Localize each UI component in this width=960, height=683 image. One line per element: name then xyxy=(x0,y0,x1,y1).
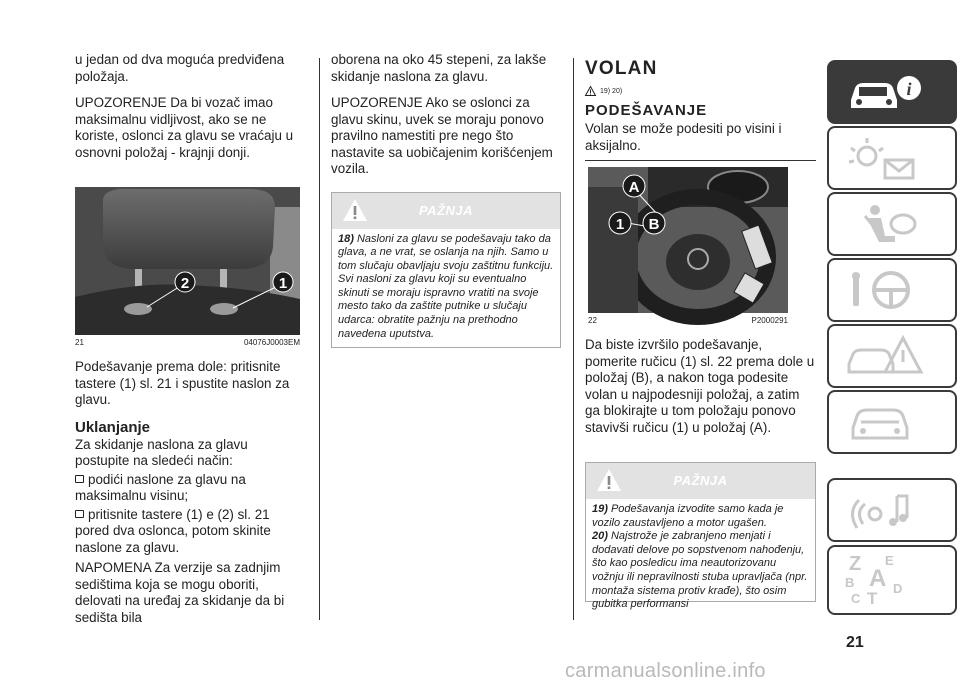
paragraph: Podešavanje prema dole: pritisnite tastere (1) sl. 21 i spustite naslon za glavu. xyxy=(75,359,290,407)
divider xyxy=(585,160,816,161)
reference-row xyxy=(585,86,816,96)
paragraph: oborena na oko 45 stepeni, za lakše skidanje naslona za glavu. xyxy=(331,52,547,84)
bullet-icon xyxy=(75,475,84,483)
figure-label-b: B xyxy=(648,216,660,233)
paragraph: u jedan od dva moguća predviđena položaja. xyxy=(75,52,285,84)
sidebar-tab-multimedia[interactable] xyxy=(827,478,957,542)
warning-triangle-icon xyxy=(585,86,596,96)
list-item: podići naslone za glavu na maksimalnu visinu; xyxy=(75,471,246,503)
figure-code: P2000291 xyxy=(751,316,788,325)
warning-title: PAŽNJA xyxy=(673,473,728,488)
figure-label-1: 1 xyxy=(278,275,288,292)
warning-references: 19) 20) xyxy=(600,87,623,95)
warning-text: Najstrože je zabranjeno menjati i dodavati delove po sopstvenom nahođenju, što kao posledicu ima neautorizovanu vožnju ili nepravilnosti stuba upravljača (npr. montaža sistema protiv krađe), što osim gubitka performansi xyxy=(592,530,808,611)
page-number: 21 xyxy=(846,634,864,651)
sidebar-tab-index[interactable] xyxy=(827,545,957,615)
section-title: VOLAN xyxy=(585,58,658,79)
sidebar-tab-lights-messages[interactable] xyxy=(827,126,957,190)
figure-code: 04076J0003EM xyxy=(243,338,300,347)
paragraph: Volan se može podesiti po visini i aksijalno. xyxy=(585,121,782,153)
column-1 xyxy=(75,52,300,636)
section-heading: Uklanjanje xyxy=(75,418,151,436)
sidebar-tab-starting-driving[interactable] xyxy=(827,258,957,322)
index-letters-icon: Z E B A C T D xyxy=(845,553,903,608)
multimedia-icon xyxy=(845,488,925,532)
sidebar-tab-emergency[interactable] xyxy=(827,324,957,388)
column-divider xyxy=(319,58,320,620)
column-2 xyxy=(331,52,561,348)
car-info-icon xyxy=(845,70,925,114)
steering-wheel-illustration xyxy=(588,167,788,313)
subsection-title: PODEŠAVANJE xyxy=(585,102,708,119)
column-divider xyxy=(573,58,574,620)
watermark: carmanualsonline.info xyxy=(565,660,766,682)
figure-label-1: 1 xyxy=(615,216,625,233)
figure-caption xyxy=(75,338,300,347)
steering-wheel-icon xyxy=(845,268,925,312)
figure-label-2: 2 xyxy=(180,275,190,292)
paragraph: Za skidanje naslona za glavu postupite na sledeći način: xyxy=(75,436,248,468)
warning-box xyxy=(585,462,816,611)
figure-label-a: A xyxy=(628,179,640,196)
car-maintenance-icon xyxy=(845,400,925,444)
sidebar-tab-maintenance[interactable] xyxy=(827,390,957,454)
headrest-illustration xyxy=(75,187,300,335)
warning-note: UPOZORENJE Da bi vozač imao maksimalnu vidljivost, ako se ne koriste, oslonci za glavu se vraćaju u osnovni položaj - krajnji donji. xyxy=(75,95,294,160)
warning-body xyxy=(586,499,815,611)
seat-airbag-icon xyxy=(845,202,925,246)
sidebar-tab-vehicle-info[interactable] xyxy=(827,60,957,124)
paragraph: Da biste izvršilo podešavanje, pomerite ručicu (1) sl. 22 prema dole u položaj (B), a nakon toga podesite volan u najpodesniji položaj, a zatim ga blokirajte u tom položaju ponovo stavivši ručicu (1) u položaj (A). xyxy=(585,337,815,435)
warning-note: UPOZORENJE Ako se oslonci za glavu skinu, uvek se moraju ponovo pravilno namestiti pre nego što nastavite sa uobičajenim korišćenjem vozila. xyxy=(331,95,553,176)
figure-22-steering-wheel xyxy=(588,167,788,313)
figure-21-headrest xyxy=(75,187,300,335)
warning-header xyxy=(586,463,815,499)
emergency-icon xyxy=(845,334,925,378)
warning-header xyxy=(332,193,560,229)
bullet-icon xyxy=(75,510,84,518)
figure-number: 21 xyxy=(75,338,84,347)
figure-number: 22 xyxy=(588,316,597,325)
info-glyph: i xyxy=(906,79,912,99)
column-3 xyxy=(585,52,816,611)
warning-number: 18) xyxy=(338,232,354,245)
warning-number: 19) xyxy=(592,503,608,515)
sidebar-tab-safety[interactable] xyxy=(827,192,957,256)
note-paragraph: NAPOMENA Za verzije sa zadnjim sedištima koja se mogu oboriti, delovati na uređaj za skidanje da bi sedišta bila xyxy=(75,560,285,625)
warning-body xyxy=(332,229,560,348)
warning-text: Podešavanja izvodite samo kada je vozilo zaustavljeno a motor ugašen. xyxy=(592,503,784,529)
warning-number: 20) xyxy=(592,530,608,543)
warning-title: PAŽNJA xyxy=(418,202,474,218)
list-item: pritisnite tastere (1) e (2) sl. 21 pored dva oslonca, potom skinite naslone za glavu. xyxy=(75,506,271,555)
warning-text: Nasloni za glavu se podešavaju tako da glava, a ne vrat, se oslanja na njih. Samo u tom slučaju obavljaju svoju zaštitnu funkciju. Svi nasloni za glavu koji su eventualno skinuti se moraju ispravno vratiti na svoje mesto tako da zaštite putnike u slučaju udarca: obratite pažnju na prethodno navedena uputstva. xyxy=(338,232,554,340)
warning-lights-icon xyxy=(845,136,925,180)
warning-box xyxy=(331,192,561,349)
